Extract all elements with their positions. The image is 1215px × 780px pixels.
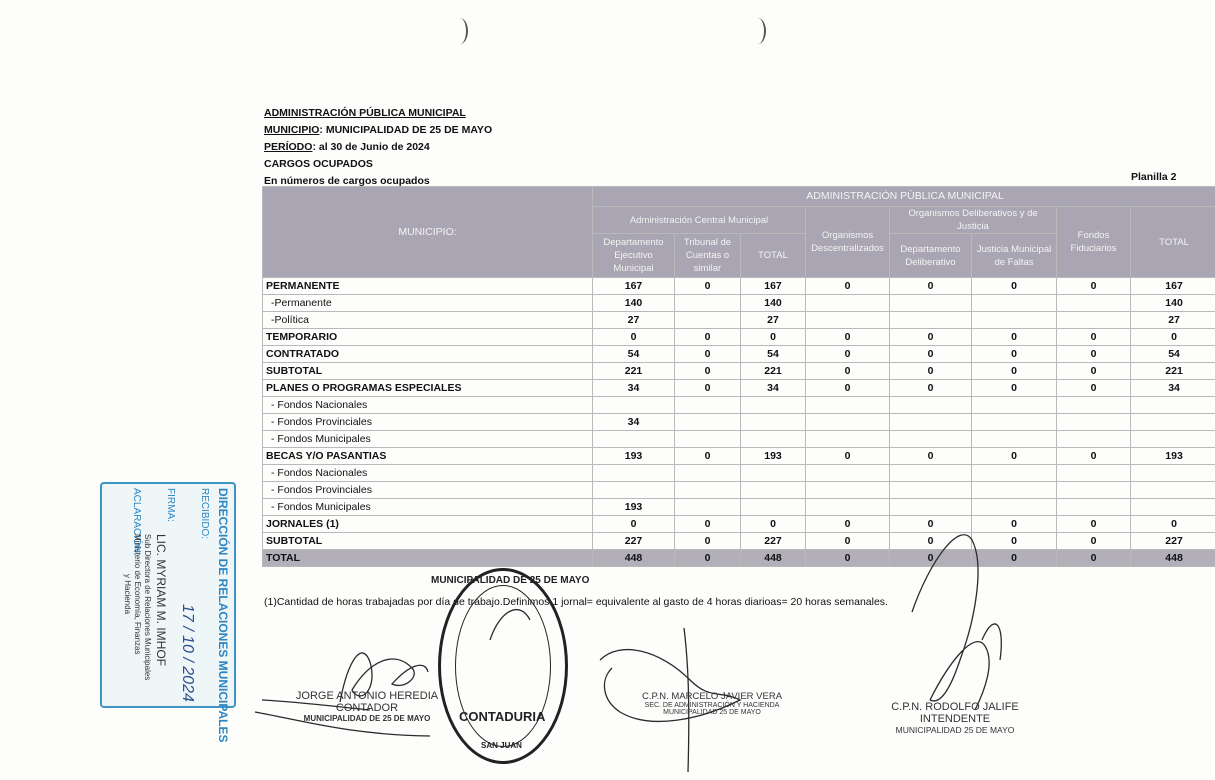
sig3-role: INTENDENTE — [919, 713, 991, 725]
table-cell: 0 — [1057, 278, 1131, 295]
table-cell — [806, 499, 890, 516]
table-cell: 0 — [675, 329, 741, 346]
table-cell: 0 — [675, 448, 741, 465]
table-cell — [741, 431, 806, 448]
header-dep-deliberativo: Departamento Deliberativo — [890, 234, 972, 278]
sig2-role: SEC. DE ADMINISTRACIÓN Y HACIENDA — [644, 702, 780, 709]
stamp-recibido: RECIBIDO: — [199, 488, 210, 540]
table-cell — [1057, 482, 1131, 499]
table-cell — [675, 482, 741, 499]
table-cell: 167 — [741, 278, 806, 295]
table-cell: 167 — [593, 278, 675, 295]
table-cell — [1057, 499, 1131, 516]
table-cell: 0 — [675, 278, 741, 295]
row-label: - Fondos Municipales — [263, 431, 593, 448]
table-cell — [593, 482, 675, 499]
table-cell — [972, 397, 1057, 414]
table-row — [263, 278, 1215, 295]
sig2-org: MUNICIPALIDAD 25 DE MAYO — [663, 709, 761, 716]
table-cell: 227 — [593, 533, 675, 550]
table-row — [263, 516, 1215, 533]
row-label: - Fondos Provinciales — [263, 482, 593, 499]
table-cell: 0 — [806, 448, 890, 465]
table-cell — [1131, 465, 1215, 482]
table-cell: 0 — [1057, 346, 1131, 363]
table-row — [263, 397, 1215, 414]
row-label: SUBTOTAL — [263, 533, 593, 550]
signature-block-secretario — [628, 691, 796, 716]
table-row — [263, 448, 1215, 465]
row-label: - Fondos Nacionales — [263, 397, 593, 414]
table-cell: 221 — [593, 363, 675, 380]
table-cell: 0 — [806, 329, 890, 346]
row-label: PLANES O PROGRAMAS ESPECIALES — [263, 380, 593, 397]
table-cell — [890, 431, 972, 448]
footnote: (1)Cantidad de horas trabajadas por día de trabajo.Definimos 1 jornal= equivalente al gasto de 4 horas diarioas= 20 horas semanales. — [264, 596, 888, 608]
table-cell — [890, 414, 972, 431]
table-cell: 193 — [593, 448, 675, 465]
table-cell — [1131, 431, 1215, 448]
table-cell — [675, 499, 741, 516]
table-cell: 34 — [593, 414, 675, 431]
row-label: - Fondos Nacionales — [263, 465, 593, 482]
sig2-name: C.P.N. MARCELO JAVIER VERA — [641, 691, 783, 702]
table-cell — [593, 431, 675, 448]
table-cell: 0 — [972, 278, 1057, 295]
seal-center-text: CONTADURIA — [459, 709, 546, 724]
table-cell — [675, 465, 741, 482]
table-cell — [972, 312, 1057, 329]
table-cell: 140 — [741, 295, 806, 312]
header-justicia: Justicia Municipal de Faltas — [972, 234, 1057, 278]
table-cell — [972, 465, 1057, 482]
row-label: SUBTOTAL — [263, 363, 593, 380]
table-cell: 0 — [972, 533, 1057, 550]
table-cell: 0 — [972, 550, 1057, 567]
header-municipio: MUNICIPIO: MUNICIPALIDAD DE 25 DE MAYO — [264, 124, 493, 136]
table-cell: 0 — [1057, 516, 1131, 533]
stamp-firma: FIRMA: — [165, 488, 176, 522]
table-cell — [890, 482, 972, 499]
table-cell: 0 — [806, 278, 890, 295]
row-label: -Política — [263, 312, 593, 329]
seal-top-text: MUNICIPALIDAD DE 25 DE MAYO — [431, 575, 590, 586]
row-label: JORNALES (1) — [263, 516, 593, 533]
table-cell — [675, 431, 741, 448]
row-label: - Fondos Provinciales — [263, 414, 593, 431]
table-cell — [890, 397, 972, 414]
table-cell: 448 — [593, 550, 675, 567]
stamp-aclaracion: ACLARACIÓN: — [131, 488, 142, 556]
table-row — [263, 431, 1215, 448]
table-cell — [741, 499, 806, 516]
table-cell: 0 — [1057, 363, 1131, 380]
table-row — [263, 533, 1215, 550]
table-cell: 0 — [972, 363, 1057, 380]
header-admin: ADMINISTRACIÓN PÚBLICA MUNICIPAL — [593, 187, 1215, 207]
header-tribunal: Tribunal de Cuentas o similar — [675, 234, 741, 278]
table-cell: 0 — [806, 533, 890, 550]
header-title: ADMINISTRACIÓN PÚBLICA MUNICIPAL — [264, 107, 466, 119]
sig1-name: JORGE ANTONIO HEREDIA — [295, 690, 439, 702]
table-cell: 0 — [806, 516, 890, 533]
header-central-total: TOTAL — [741, 234, 806, 278]
row-label: CONTRATADO — [263, 346, 593, 363]
table-cell: 0 — [1057, 550, 1131, 567]
stamp-role2: Ministerio de Economía, Finanzas — [133, 534, 142, 655]
table-cell — [806, 414, 890, 431]
table-cell: 0 — [972, 516, 1057, 533]
stamp-direction: DIRECCIÓN DE RELACIONES MUNICIPALES — [216, 488, 230, 743]
table-cell: 0 — [972, 329, 1057, 346]
table-cell: 0 — [675, 550, 741, 567]
table-cell: 193 — [741, 448, 806, 465]
stamp-name: LIC. MYRIAM M. IMHOF — [154, 534, 168, 666]
table-cell — [1131, 397, 1215, 414]
table-cell: 227 — [741, 533, 806, 550]
row-label: TOTAL — [263, 550, 593, 567]
table-cell: 0 — [890, 380, 972, 397]
planilla-label: Planilla 2 — [1131, 171, 1177, 183]
table-row — [263, 482, 1215, 499]
table-cell — [1131, 414, 1215, 431]
signature-block-contador — [282, 690, 452, 723]
table-cell — [675, 312, 741, 329]
table-cell: 34 — [1131, 380, 1215, 397]
table-cell: 0 — [675, 380, 741, 397]
table-cell: 0 — [593, 516, 675, 533]
cargos-table — [262, 186, 1215, 567]
table-cell: 0 — [972, 448, 1057, 465]
table-cell: 0 — [890, 516, 972, 533]
table-cell: 0 — [972, 346, 1057, 363]
table-cell: 0 — [890, 329, 972, 346]
table-cell — [972, 482, 1057, 499]
sig1-org: MUNICIPALIDAD DE 25 DE MAYO — [303, 714, 431, 723]
punch-hole-right — [750, 18, 766, 44]
table-cell — [741, 414, 806, 431]
table-cell: 0 — [890, 346, 972, 363]
table-cell: 27 — [593, 312, 675, 329]
header-fondos: Fondos Fiduciarios — [1057, 207, 1131, 278]
table-cell: 140 — [1131, 295, 1215, 312]
table-cell: 0 — [1057, 533, 1131, 550]
table-cell — [741, 397, 806, 414]
table-cell — [890, 499, 972, 516]
seal-bottom-text: SAN JUAN — [481, 741, 522, 750]
table-cell — [890, 312, 972, 329]
table-cell — [1057, 431, 1131, 448]
table-cell — [806, 312, 890, 329]
table-cell: 221 — [1131, 363, 1215, 380]
table-cell: 0 — [806, 363, 890, 380]
table-cell — [1131, 499, 1215, 516]
sig3-org: MUNICIPALIDAD 25 DE MAYO — [895, 725, 1015, 735]
table-cell: 54 — [593, 346, 675, 363]
table-cell: 27 — [1131, 312, 1215, 329]
table-cell: 221 — [741, 363, 806, 380]
table-cell: 54 — [741, 346, 806, 363]
table-cell: 0 — [675, 516, 741, 533]
table-row — [263, 346, 1215, 363]
stamp-date: 17 / 10 / 2024 — [179, 604, 196, 702]
table-cell: 34 — [593, 380, 675, 397]
table-cell — [806, 295, 890, 312]
header-municipio-col: MUNICIPIO: — [263, 187, 593, 278]
table-row — [263, 414, 1215, 431]
table-row — [263, 295, 1215, 312]
table-cell: 448 — [1131, 550, 1215, 567]
header-descentralizados: Organismos Descentralizados — [806, 207, 890, 278]
table-cell: 0 — [890, 278, 972, 295]
row-label: -Permanente — [263, 295, 593, 312]
table-cell — [1131, 482, 1215, 499]
table-cell — [972, 499, 1057, 516]
table-cell — [1057, 414, 1131, 431]
table-cell: 34 — [741, 380, 806, 397]
table-cell — [972, 414, 1057, 431]
row-label: BECAS Y/O PASANTIAS — [263, 448, 593, 465]
table-cell: 0 — [675, 363, 741, 380]
table-cell: 0 — [890, 448, 972, 465]
table-cell — [593, 465, 675, 482]
table-cell: 140 — [593, 295, 675, 312]
stamp-role3: y Hacienda — [123, 574, 132, 615]
table-cell — [675, 397, 741, 414]
document-header — [264, 105, 492, 190]
table-cell: 0 — [675, 533, 741, 550]
table-cell — [1057, 312, 1131, 329]
table-cell: 0 — [1057, 448, 1131, 465]
table-row — [263, 499, 1215, 516]
table-cell — [890, 295, 972, 312]
table-cell: 0 — [806, 346, 890, 363]
header-periodo: PERÍODO: al 30 de Junio de 2024 — [264, 141, 430, 153]
table-cell — [806, 482, 890, 499]
table-cell — [741, 465, 806, 482]
table-cell — [806, 465, 890, 482]
contaduria-seal — [431, 568, 590, 764]
table-cell: 0 — [1057, 329, 1131, 346]
row-label: TEMPORARIO — [263, 329, 593, 346]
header-central: Administración Central Municipal — [593, 207, 806, 234]
table-cell: 0 — [741, 329, 806, 346]
row-label: - Fondos Municipales — [263, 499, 593, 516]
table-cell: 167 — [1131, 278, 1215, 295]
table-cell: 0 — [890, 533, 972, 550]
table-cell — [593, 397, 675, 414]
header-total: TOTAL — [1131, 207, 1215, 278]
table-cell — [1057, 465, 1131, 482]
table-cell: 193 — [593, 499, 675, 516]
table-cell: 0 — [1131, 329, 1215, 346]
table-cell: 0 — [1057, 380, 1131, 397]
table-row — [263, 329, 1215, 346]
table-cell: 448 — [741, 550, 806, 567]
table-cell: 0 — [741, 516, 806, 533]
row-label: PERMANENTE — [263, 278, 593, 295]
table-row — [263, 363, 1215, 380]
header-dep-ejecutivo: Departamento Ejecutivo Municipal — [593, 234, 675, 278]
table-cell — [741, 482, 806, 499]
table-cell — [675, 295, 741, 312]
table-cell: 27 — [741, 312, 806, 329]
header-deliberativos: Organismos Deliberativos y de Justicia — [890, 207, 1057, 234]
table-row — [263, 465, 1215, 482]
punch-hole-left — [452, 18, 468, 44]
header-units: En números de cargos ocupados — [264, 175, 430, 187]
table-cell: 227 — [1131, 533, 1215, 550]
table-cell — [806, 397, 890, 414]
table-cell: 0 — [806, 380, 890, 397]
reception-stamp — [100, 482, 236, 743]
sig3-name: C.P.N. RODOLFO JALIFE — [891, 701, 1019, 713]
table-cell: 0 — [593, 329, 675, 346]
sig1-role: CONTADOR — [335, 702, 399, 714]
table-cell — [806, 431, 890, 448]
table-row — [263, 550, 1215, 567]
table-cell: 0 — [972, 380, 1057, 397]
table-cell: 0 — [806, 550, 890, 567]
table-cell: 0 — [1131, 516, 1215, 533]
table-cell — [890, 465, 972, 482]
table-cell: 0 — [890, 363, 972, 380]
table-cell — [675, 414, 741, 431]
table-cell: 0 — [890, 550, 972, 567]
table-cell — [972, 431, 1057, 448]
signature-block-intendente — [880, 701, 1030, 735]
table-cell — [972, 295, 1057, 312]
table-cell: 54 — [1131, 346, 1215, 363]
stamp-role1: Sub Directora de Relaciones Municipales — [143, 534, 152, 681]
table-row — [263, 380, 1215, 397]
table-cell: 0 — [675, 346, 741, 363]
header-cargos: CARGOS OCUPADOS — [264, 158, 373, 170]
table-cell — [1057, 397, 1131, 414]
table-cell: 193 — [1131, 448, 1215, 465]
table-cell — [1057, 295, 1131, 312]
table-row — [263, 312, 1215, 329]
